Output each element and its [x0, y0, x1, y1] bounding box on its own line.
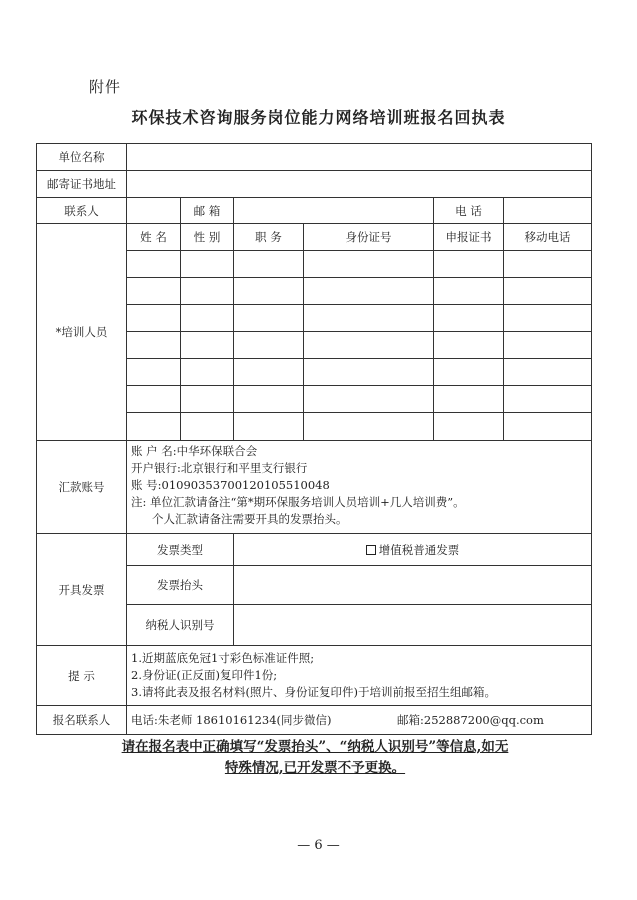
taxpayer-id-field[interactable]: [234, 605, 591, 645]
mailing-address-field[interactable]: [127, 171, 591, 197]
registration-contact-email: 邮箱:252887200@qq.com: [397, 713, 544, 727]
email-field[interactable]: [234, 198, 433, 223]
column-mobile: 移动电话: [524, 230, 571, 244]
unit-name-field[interactable]: [127, 144, 591, 170]
mailing-address-label: 邮寄证书地址: [47, 177, 116, 191]
phone-label: 电 话: [455, 203, 482, 218]
bank-name: 开户银行:北京银行和平里支行银行: [131, 461, 308, 475]
notice-line: 特殊情况,已开发票不予更换。: [224, 760, 406, 776]
account-name: 账 户 名:中华环保联合会: [131, 444, 258, 458]
tips-label: 提 示: [68, 668, 95, 683]
invoice-label: 开具发票: [58, 582, 105, 597]
phone-field[interactable]: [504, 198, 591, 223]
payment-note-personal: 个人汇款请备注需要开具的发票抬头。: [152, 512, 348, 526]
invoice-type-label: 发票类型: [157, 542, 203, 557]
column-name: 姓 名: [140, 230, 167, 244]
trainee-row[interactable]: [127, 413, 591, 440]
trainee-row[interactable]: [127, 359, 591, 385]
invoice-notice: [40, 737, 590, 779]
taxpayer-id-label: 纳税人识别号: [145, 618, 215, 632]
tips-list: [131, 650, 496, 701]
payment-note: 注: 单位汇款请备注“第*期环保服务培训人员培训+几人培训费”。: [131, 495, 465, 509]
tip-item: 2.身份证(正反面)复印件1份;: [131, 668, 278, 682]
form-title: 环保技术咨询服务岗位能力网络培训班报名回执表: [131, 108, 506, 127]
trainees-label: *培训人员: [55, 325, 108, 339]
contact-label: 联系人: [64, 203, 99, 218]
attachment-label: 附件: [89, 78, 122, 96]
payment-details: [131, 443, 465, 528]
account-number: 账 号:01090353700120105510048: [131, 478, 330, 492]
payment-label: 汇款账号: [58, 480, 105, 494]
invoice-type-option[interactable]: [234, 534, 591, 565]
column-gender: 性 别: [193, 230, 221, 244]
tip-item: 1.近期蓝底免冠1寸彩色标准证件照;: [131, 651, 315, 665]
trainee-row[interactable]: [127, 386, 591, 412]
registration-contact-phone: 电话:朱老师 18610161234(同步微信): [131, 713, 332, 727]
invoice-title-label: 发票抬头: [157, 578, 203, 592]
column-certificate: 申报证书: [445, 230, 492, 244]
contact-field[interactable]: [127, 198, 180, 223]
invoice-title-field[interactable]: [234, 566, 591, 604]
notice-line: 请在报名表中正确填写“发票抬头”、“纳税人识别号”等信息,如无: [121, 739, 509, 755]
trainee-row[interactable]: [127, 305, 591, 331]
trainee-row[interactable]: [127, 251, 591, 277]
page-number: — 6 —: [297, 838, 340, 853]
trainee-row[interactable]: [127, 332, 591, 358]
unit-name-label: 单位名称: [58, 150, 105, 164]
registration-contact-label: 报名联系人: [52, 713, 111, 727]
invoice-type-option-label: 增值税普通发票: [378, 542, 460, 557]
checkbox-icon[interactable]: [366, 545, 376, 555]
email-label: 邮 箱: [193, 203, 221, 218]
trainee-row[interactable]: [127, 278, 591, 304]
tip-item: 3.请将此表及报名材料(照片、身份证复印件)于培训前报至招生组邮箱。: [131, 685, 496, 699]
column-position: 职 务: [255, 230, 282, 244]
column-id-number: 身份证号: [345, 230, 392, 244]
